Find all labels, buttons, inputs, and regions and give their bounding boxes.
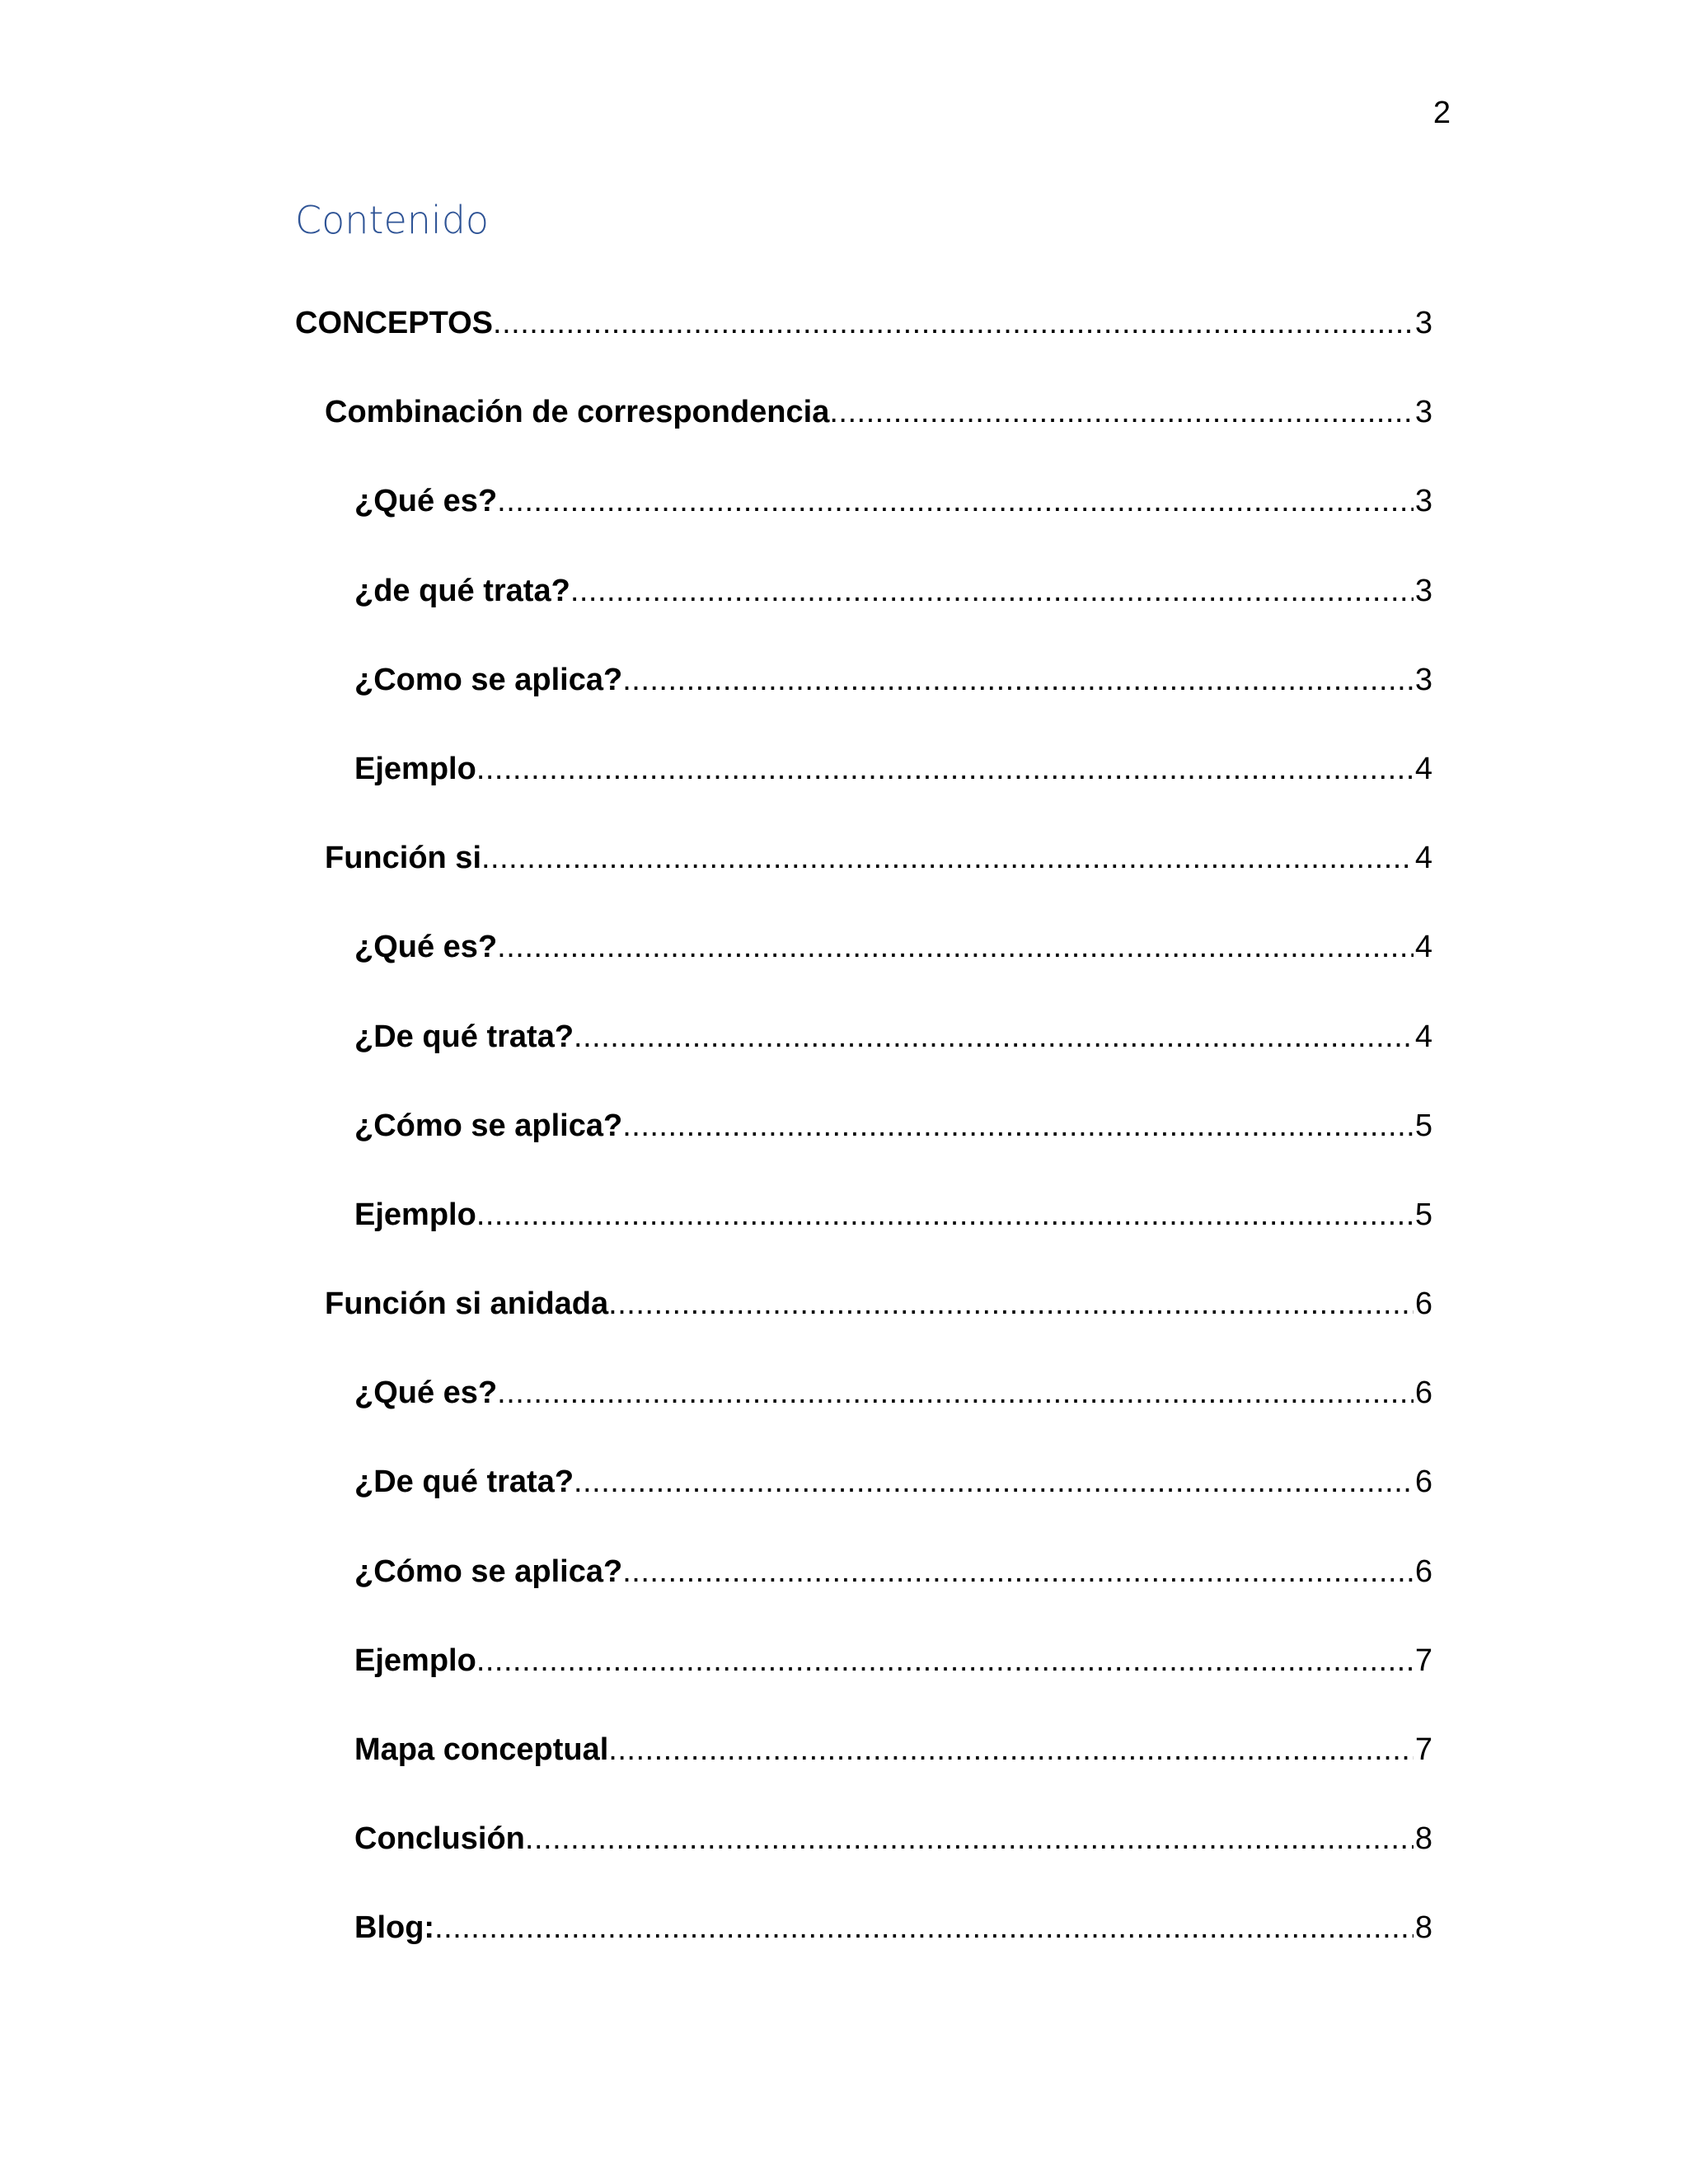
toc-entry-label: Función si [325, 841, 481, 876]
toc-entry-page: 4 [1414, 930, 1432, 965]
toc-entry[interactable] [295, 744, 1432, 833]
toc-leader-dots [476, 744, 1414, 794]
toc-leader-dots [434, 1903, 1414, 1952]
toc-entry-label: ¿De qué trata? [354, 1465, 574, 1500]
table-of-contents [295, 298, 1432, 1993]
toc-leader-dots [608, 1279, 1414, 1329]
toc-leader-dots [476, 1636, 1414, 1685]
toc-entry[interactable] [295, 1903, 1432, 1992]
toc-entry-label: Ejemplo [354, 751, 476, 786]
toc-entry[interactable] [295, 1725, 1432, 1814]
toc-entry-page: 6 [1414, 1376, 1432, 1411]
toc-entry-page: 7 [1414, 1643, 1432, 1678]
toc-entry-page: 8 [1414, 1910, 1432, 1946]
toc-entry[interactable] [295, 1368, 1432, 1457]
toc-entry-label: Combinación de correspondencia [325, 395, 830, 430]
toc-entry[interactable] [295, 655, 1432, 744]
toc-leader-dots [493, 298, 1414, 348]
toc-entry-label: ¿Qué es? [354, 484, 498, 519]
toc-leader-dots [622, 655, 1414, 705]
toc-entry-label: Mapa conceptual [354, 1732, 609, 1767]
toc-entry[interactable] [295, 922, 1432, 1011]
toc-entry-page: 5 [1414, 1197, 1432, 1232]
toc-entry-label: Blog: [354, 1910, 435, 1946]
toc-leader-dots [574, 1012, 1414, 1062]
toc-entry-label: CONCEPTOS [295, 306, 494, 340]
toc-entry[interactable] [295, 1190, 1432, 1279]
toc-leader-dots [481, 833, 1414, 883]
toc-entry[interactable] [295, 1457, 1432, 1546]
toc-leader-dots [829, 387, 1414, 437]
toc-entry-label: ¿Qué es? [354, 930, 498, 965]
toc-entry-label: ¿Qué es? [354, 1376, 498, 1411]
toc-entry[interactable] [295, 1101, 1432, 1190]
toc-entry-label: ¿De qué trata? [354, 1019, 574, 1054]
toc-entry-page: 3 [1414, 662, 1432, 697]
toc-entry[interactable] [295, 476, 1432, 565]
toc-entry-page: 4 [1414, 751, 1432, 786]
toc-entry-page: 7 [1414, 1732, 1432, 1767]
toc-leader-dots [608, 1725, 1414, 1774]
toc-entry-label: Función si anidada [325, 1286, 609, 1322]
toc-entry-page: 6 [1414, 1554, 1432, 1589]
toc-entry-page: 4 [1414, 841, 1432, 876]
toc-entry[interactable] [295, 1012, 1432, 1101]
toc-entry-label: Conclusión [354, 1821, 525, 1857]
toc-entry-page: 3 [1414, 395, 1432, 430]
toc-leader-dots [574, 1457, 1414, 1507]
toc-leader-dots [497, 1368, 1414, 1418]
toc-entry[interactable] [295, 298, 1432, 387]
toc-entry-page: 3 [1414, 484, 1432, 519]
toc-entry-page: 3 [1414, 306, 1432, 340]
toc-entry-page: 6 [1414, 1286, 1432, 1322]
toc-entry-page: 5 [1414, 1108, 1432, 1143]
toc-entry-page: 3 [1414, 573, 1432, 608]
toc-entry[interactable] [295, 387, 1432, 476]
toc-entry-label: ¿Como se aplica? [354, 662, 623, 697]
page-number: 2 [1432, 96, 1451, 130]
toc-entry[interactable] [295, 1814, 1432, 1903]
toc-leader-dots [525, 1814, 1414, 1863]
toc-entry-page: 8 [1414, 1821, 1432, 1857]
toc-entry[interactable] [295, 566, 1432, 655]
toc-entry-label: ¿Cómo se aplica? [354, 1108, 623, 1143]
toc-leader-dots [570, 566, 1414, 616]
toc-entry[interactable] [295, 1636, 1432, 1725]
toc-leader-dots [622, 1547, 1414, 1596]
toc-leader-dots [622, 1101, 1414, 1151]
toc-entry[interactable] [295, 1279, 1432, 1368]
toc-title: Contenido [295, 198, 490, 242]
toc-entry-label: Ejemplo [354, 1643, 476, 1678]
toc-entry-label: ¿Cómo se aplica? [354, 1554, 623, 1589]
toc-entry-label: Ejemplo [354, 1197, 476, 1232]
toc-leader-dots [497, 922, 1414, 972]
toc-entry-page: 6 [1414, 1465, 1432, 1500]
toc-leader-dots [476, 1190, 1414, 1240]
toc-leader-dots [497, 476, 1414, 526]
toc-entry[interactable] [295, 833, 1432, 922]
toc-entry[interactable] [295, 1547, 1432, 1636]
toc-entry-label: ¿de qué trata? [354, 573, 570, 608]
toc-entry-page: 4 [1414, 1019, 1432, 1054]
